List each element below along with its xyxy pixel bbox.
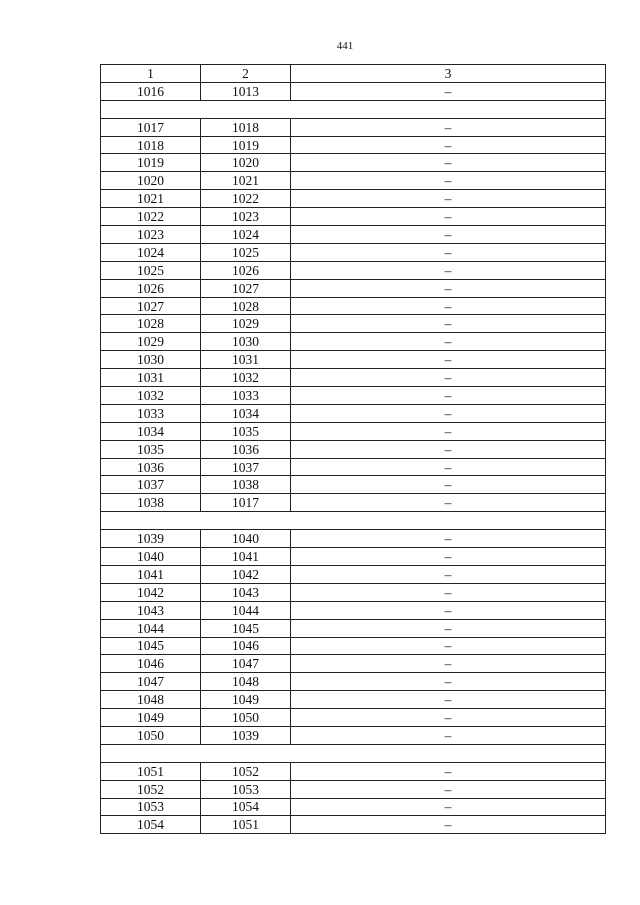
table-cell-col-3: – <box>291 548 606 566</box>
table-row <box>101 261 606 279</box>
table-cell-col-2: 1044 <box>201 601 291 619</box>
table-cell-col-2: 1018 <box>201 118 291 136</box>
table-cell-col-3: – <box>291 118 606 136</box>
table-cell-col-2: 1037 <box>201 458 291 476</box>
header-row <box>101 65 606 83</box>
section-separator-row <box>101 512 606 530</box>
table-body <box>101 82 606 833</box>
table-cell-col-2: 1031 <box>201 351 291 369</box>
table-cell-col-3: – <box>291 780 606 798</box>
table-row <box>101 404 606 422</box>
table-row <box>101 118 606 136</box>
table-cell-col-1: 1047 <box>101 673 201 691</box>
table-cell-col-1: 1035 <box>101 440 201 458</box>
table-row <box>101 494 606 512</box>
table-cell-col-3: – <box>291 351 606 369</box>
table-cell-col-2: 1024 <box>201 226 291 244</box>
table-cell-col-1: 1031 <box>101 369 201 387</box>
table-cell-col-2: 1052 <box>201 762 291 780</box>
table-cell-col-3: – <box>291 530 606 548</box>
table-cell-col-3: – <box>291 404 606 422</box>
table-row <box>101 82 606 100</box>
table-row <box>101 208 606 226</box>
table-row <box>101 243 606 261</box>
table-cell-col-2: 1028 <box>201 297 291 315</box>
table-row <box>101 315 606 333</box>
table-cell-col-3: – <box>291 261 606 279</box>
table-cell-col-1: 1044 <box>101 619 201 637</box>
table-cell-col-2: 1019 <box>201 136 291 154</box>
table-row <box>101 297 606 315</box>
table-cell-col-1: 1051 <box>101 762 201 780</box>
table-cell-col-3: – <box>291 297 606 315</box>
table-cell-col-2: 1022 <box>201 190 291 208</box>
separator-cell <box>101 512 606 530</box>
section-separator-row <box>101 744 606 762</box>
table-cell-col-1: 1049 <box>101 709 201 727</box>
table-cell-col-2: 1040 <box>201 530 291 548</box>
table-cell-col-1: 1026 <box>101 279 201 297</box>
table-cell-col-2: 1034 <box>201 404 291 422</box>
table-cell-col-2: 1017 <box>201 494 291 512</box>
table-cell-col-2: 1030 <box>201 333 291 351</box>
table-cell-col-2: 1038 <box>201 476 291 494</box>
table-cell-col-2: 1048 <box>201 673 291 691</box>
table-cell-col-3: – <box>291 136 606 154</box>
table-header <box>101 65 606 83</box>
table-cell-col-1: 1023 <box>101 226 201 244</box>
table-cell-col-1: 1030 <box>101 351 201 369</box>
table-row <box>101 226 606 244</box>
table-cell-col-2: 1032 <box>201 369 291 387</box>
table-row <box>101 601 606 619</box>
table-cell-col-1: 1027 <box>101 297 201 315</box>
table-cell-col-1: 1022 <box>101 208 201 226</box>
table-cell-col-3: – <box>291 315 606 333</box>
table-cell-col-2: 1039 <box>201 726 291 744</box>
table-row <box>101 279 606 297</box>
table-cell-col-1: 1028 <box>101 315 201 333</box>
table-cell-col-2: 1020 <box>201 154 291 172</box>
table-row <box>101 709 606 727</box>
table-cell-col-3: – <box>291 82 606 100</box>
table-cell-col-1: 1041 <box>101 565 201 583</box>
table-row <box>101 476 606 494</box>
table-cell-col-3: – <box>291 333 606 351</box>
table-cell-col-1: 1050 <box>101 726 201 744</box>
table-cell-col-3: – <box>291 816 606 834</box>
table-cell-col-1: 1033 <box>101 404 201 422</box>
table-row <box>101 369 606 387</box>
table-cell-col-2: 1033 <box>201 387 291 405</box>
table-cell-col-2: 1054 <box>201 798 291 816</box>
table-row <box>101 190 606 208</box>
table-cell-col-3: – <box>291 709 606 727</box>
table-cell-col-3: – <box>291 226 606 244</box>
table-cell-col-1: 1040 <box>101 548 201 566</box>
table-row <box>101 798 606 816</box>
table-cell-col-3: – <box>291 387 606 405</box>
table-cell-col-3: – <box>291 369 606 387</box>
table-cell-col-1: 1025 <box>101 261 201 279</box>
table-cell-col-3: – <box>291 208 606 226</box>
table-cell-col-3: – <box>291 458 606 476</box>
table-cell-col-2: 1050 <box>201 709 291 727</box>
table-cell-col-1: 1053 <box>101 798 201 816</box>
table-cell-col-1: 1016 <box>101 82 201 100</box>
table-cell-col-3: – <box>291 601 606 619</box>
table-row <box>101 762 606 780</box>
column-header-1: 1 <box>101 65 201 83</box>
table-cell-col-1: 1038 <box>101 494 201 512</box>
table-cell-col-1: 1032 <box>101 387 201 405</box>
table-cell-col-2: 1023 <box>201 208 291 226</box>
table-row <box>101 565 606 583</box>
table-cell-col-1: 1045 <box>101 637 201 655</box>
table-row <box>101 136 606 154</box>
table-row <box>101 422 606 440</box>
table-cell-col-3: – <box>291 673 606 691</box>
table-cell-col-3: – <box>291 798 606 816</box>
table-cell-col-3: – <box>291 279 606 297</box>
table-cell-col-2: 1029 <box>201 315 291 333</box>
table-cell-col-1: 1024 <box>101 243 201 261</box>
table-row <box>101 387 606 405</box>
table-row <box>101 673 606 691</box>
page-number: 441 <box>336 40 354 52</box>
table-row <box>101 458 606 476</box>
table-cell-col-2: 1042 <box>201 565 291 583</box>
table-cell-col-2: 1035 <box>201 422 291 440</box>
table-cell-col-2: 1049 <box>201 691 291 709</box>
table-cell-col-3: – <box>291 476 606 494</box>
section-separator-row <box>101 100 606 118</box>
table-cell-col-3: – <box>291 691 606 709</box>
column-header-2: 2 <box>201 65 291 83</box>
table-cell-col-2: 1046 <box>201 637 291 655</box>
table-row <box>101 351 606 369</box>
table-cell-col-2: 1045 <box>201 619 291 637</box>
table-cell-col-3: – <box>291 619 606 637</box>
table-cell-col-3: – <box>291 440 606 458</box>
table-cell-col-3: – <box>291 154 606 172</box>
table-cell-col-2: 1047 <box>201 655 291 673</box>
table-row <box>101 172 606 190</box>
table-row <box>101 583 606 601</box>
table-cell-col-1: 1054 <box>101 816 201 834</box>
table-cell-col-3: – <box>291 494 606 512</box>
table-cell-col-2: 1013 <box>201 82 291 100</box>
separator-cell <box>101 100 606 118</box>
table-cell-col-2: 1036 <box>201 440 291 458</box>
table-cell-col-1: 1019 <box>101 154 201 172</box>
table-cell-col-1: 1020 <box>101 172 201 190</box>
table-cell-col-3: – <box>291 726 606 744</box>
table-cell-col-1: 1036 <box>101 458 201 476</box>
table-cell-col-2: 1051 <box>201 816 291 834</box>
table-cell-col-1: 1021 <box>101 190 201 208</box>
table-cell-col-3: – <box>291 655 606 673</box>
table-cell-col-3: – <box>291 583 606 601</box>
table-row <box>101 333 606 351</box>
table-row <box>101 655 606 673</box>
table-cell-col-1: 1039 <box>101 530 201 548</box>
table-cell-col-2: 1041 <box>201 548 291 566</box>
table-cell-col-1: 1029 <box>101 333 201 351</box>
table-cell-col-3: – <box>291 243 606 261</box>
separator-cell <box>101 744 606 762</box>
data-table <box>100 64 606 834</box>
table-cell-col-1: 1048 <box>101 691 201 709</box>
table-row <box>101 780 606 798</box>
table-cell-col-3: – <box>291 565 606 583</box>
table-cell-col-2: 1043 <box>201 583 291 601</box>
column-header-3: 3 <box>291 65 606 83</box>
table-cell-col-2: 1021 <box>201 172 291 190</box>
table-cell-col-3: – <box>291 422 606 440</box>
table-row <box>101 816 606 834</box>
table-row <box>101 548 606 566</box>
table-cell-col-1: 1034 <box>101 422 201 440</box>
table-row <box>101 726 606 744</box>
table-cell-col-2: 1026 <box>201 261 291 279</box>
table-cell-col-3: – <box>291 190 606 208</box>
table-cell-col-1: 1042 <box>101 583 201 601</box>
table-row <box>101 637 606 655</box>
table-row <box>101 530 606 548</box>
table-cell-col-1: 1037 <box>101 476 201 494</box>
table-row <box>101 619 606 637</box>
table-cell-col-3: – <box>291 762 606 780</box>
table-cell-col-3: – <box>291 637 606 655</box>
table-cell-col-1: 1046 <box>101 655 201 673</box>
table-cell-col-1: 1017 <box>101 118 201 136</box>
table-cell-col-3: – <box>291 172 606 190</box>
table-row <box>101 440 606 458</box>
table-cell-col-1: 1018 <box>101 136 201 154</box>
table-row <box>101 691 606 709</box>
table-cell-col-2: 1053 <box>201 780 291 798</box>
table-row <box>101 154 606 172</box>
table-cell-col-2: 1027 <box>201 279 291 297</box>
table-cell-col-1: 1043 <box>101 601 201 619</box>
table-cell-col-2: 1025 <box>201 243 291 261</box>
table-cell-col-1: 1052 <box>101 780 201 798</box>
